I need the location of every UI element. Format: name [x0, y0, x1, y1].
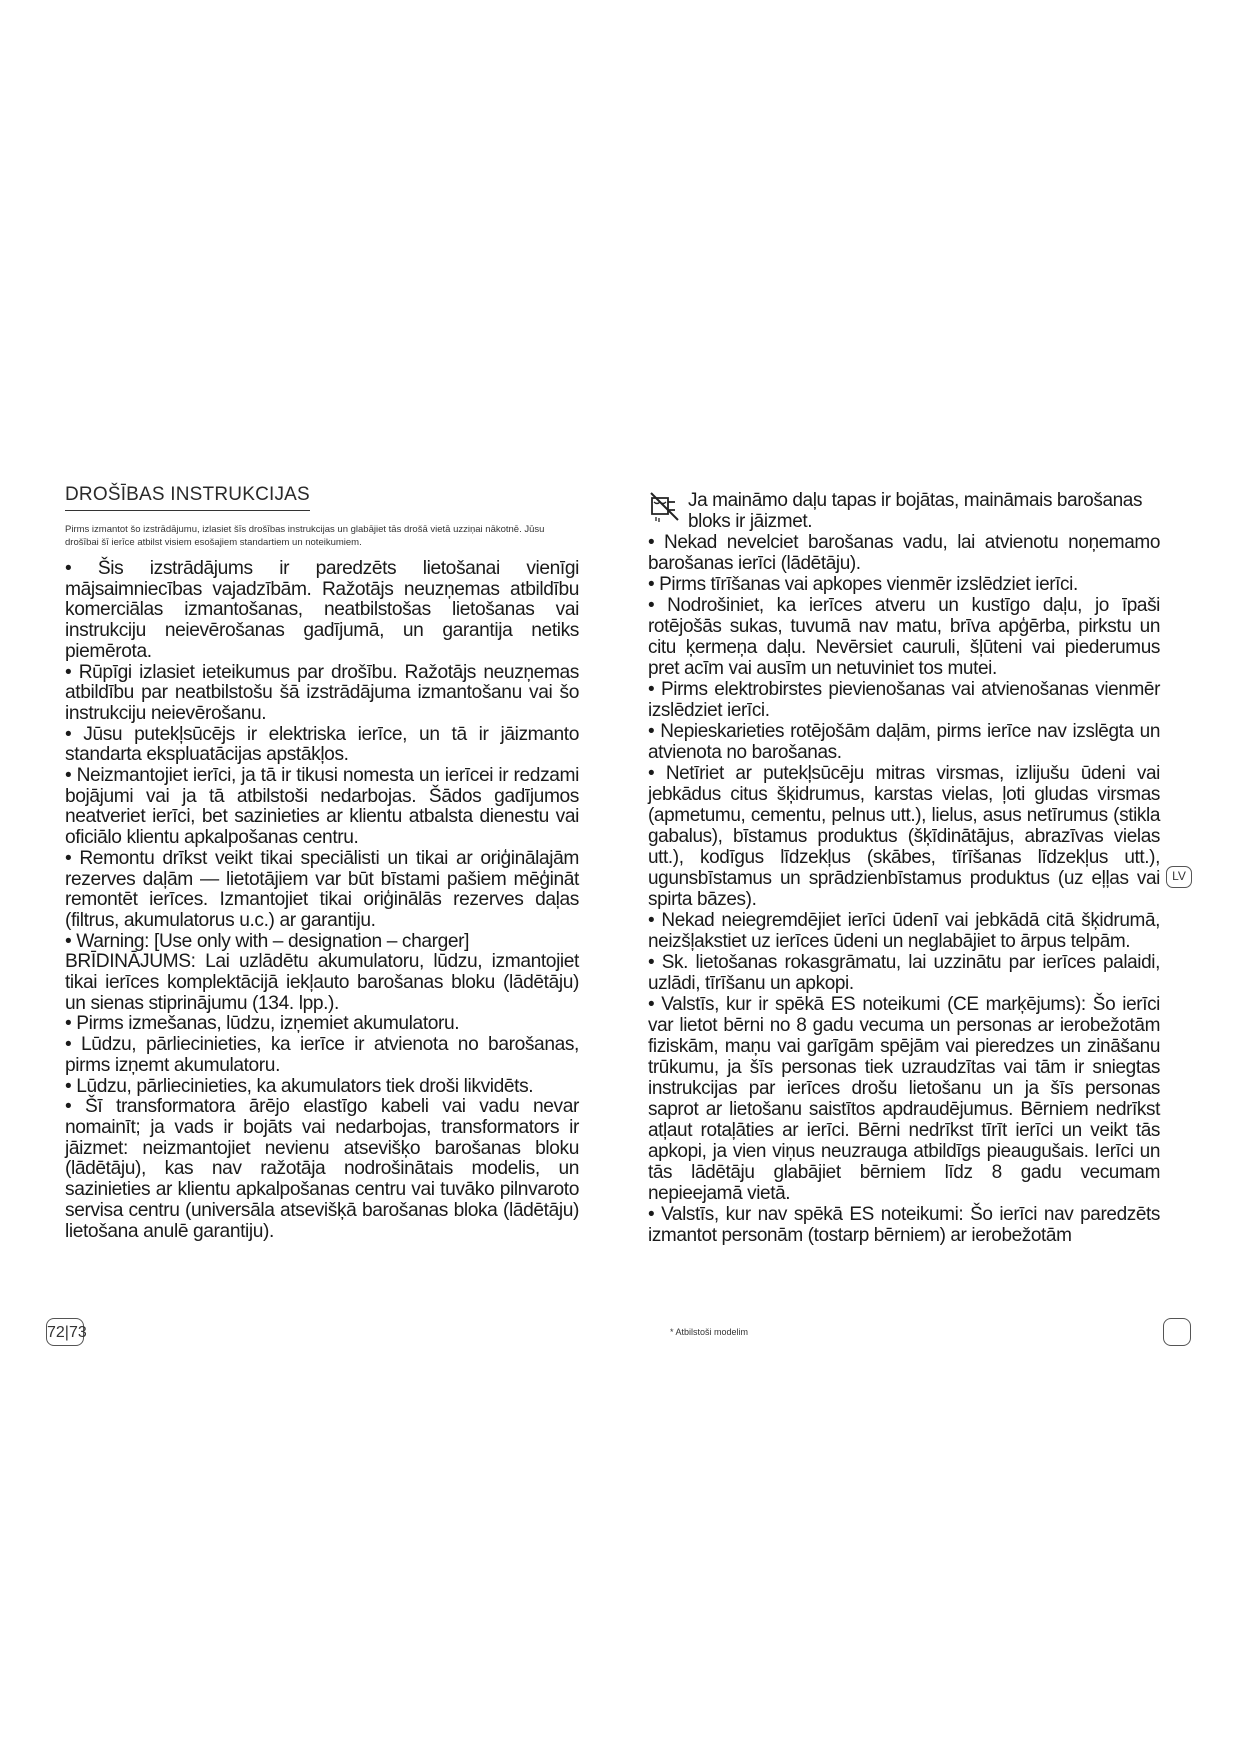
intro-text: Pirms izmantot šo izstrādājumu, izlasiet šīs drošības instrukcijas un glabājiet tās drošā vietā uzziņai nākotnē. Jūsu drošībai šī ierīce atbilst visiem esošajiem standartiem un noteikumiem. [65, 524, 545, 548]
safety-paragraph: • Pirms tīrīšanas vai apkopes vienmēr izslēdziet ierīci. [648, 574, 1078, 595]
safety-paragraph: • Pirms elektrobirstes pievienošanas vai atvienošanas vienmēr izslēdziet ierīci. [648, 679, 1160, 721]
no-water-immersion-icon [648, 490, 682, 524]
safety-paragraph: • Lūdzu, pārliecinieties, ka ierīce ir atvienota no barošanas, pirms izņemt akumulatoru. [65, 1034, 579, 1076]
safety-paragraph: • Valstīs, kur nav spēkā ES noteikumi: Šo ierīci nav paredzēts izmantot personām (tostarp bērniem) ar ierobežotām [648, 1204, 1160, 1246]
page-number-left: 72|73 [46, 1318, 84, 1346]
safety-paragraph: • Nekad nevelciet barošanas vadu, lai atvienotu noņemamo barošanas ierīci (lādētāju). [648, 532, 1160, 574]
safety-paragraph: • Neizmantojiet ierīci, ja tā ir tikusi nomesta un ierīcei ir redzami bojājumi vai ja tā atbilstoši nedarbojas. Šādos gadījumos neatveriet ierīci, bet sazinieties ar klientu atbalsta dienestu vai oficiālo klientu apkalpošanas centru. [65, 765, 579, 849]
warning-row [648, 490, 1160, 532]
safety-paragraph: • Nodrošiniet, ka ierīces atveru un kustīgo daļu, jo īpaši rotējošās sukas, tuvumā nav matu, brīva apģērba, pirkstu un citu ķermeņa daļu. Nevērsiet cauruli, šļūteni vai piederumus pret acīm vai ausīm un netuviniet tos mutei. [648, 595, 1160, 679]
page-number-right [1163, 1318, 1191, 1346]
safety-paragraph: • Jūsu putekļsūcējs ir elektriska ierīce, un tā ir jāizmanto standarta ekspluatācijas apstākļos. [65, 723, 579, 766]
safety-paragraph: • Nekad neiegremdējiet ierīci ūdenī vai jebkādā citā šķidrumā, neizšļakstiet uz ierīces ūdeni un neglabājiet to ārpus telpām. [648, 910, 1160, 952]
safety-paragraph: • Valstīs, kur ir spēkā ES noteikumi (CE marķējums): Šo ierīci var lietot bērni no 8 gadu vecuma un personas ar ierobežotām fiziskām, maņu vai garīgām spējām vai pieredzes un zināšanu trūkumu, ja šīs personas tiek uzraudzītas vai tām ir sniegtas instrukcijas par ierīces drošu lietošanu un ja šīs personas saprot ar lietošanu saistītos apdraudējumus. Bērniem nedrīkst atļaut rotaļāties ar ierīci. Bērni nedrīkst tīrīt ierīci un veikt tās apkopi, ja vien viņus neuzrauga atbildīgs pieaugušais. Ierīci un tās lādētāju glabājiet bērniem līdz 8 gadu vecumam nepieejamā vietā. [648, 994, 1160, 1204]
safety-paragraph: • Pirms izmešanas, lūdzu, izņemiet akumulatoru. [65, 1013, 460, 1035]
safety-paragraph: • Šī transformatora ārējo elastīgo kabeli vai vadu nevar nomainīt; ja vads ir bojāts vai nedarbojas, transformators ir jāizmet: neizmantojiet nevienu atsevišķo barošanas bloku (lādētāju), kas nav ražotāja nodrošinātais modelis, un sazinieties ar klientu apkalpošanas centru vai tuvāko pilnvaroto servisa centru (universāla atsevišķā barošanas bloka (lādētāju) lietošana anulē garantiju). [65, 1096, 579, 1242]
safety-paragraph: • Netīriet ar putekļsūcēju mitras virsmas, izlijušu ūdeni vai jebkādus citus šķidrumus, karstas vielas, ļoti gludas virsmas (apmetumu, cementu, pelnus utt.), lielus, asus netīrumus (stikla gabalus), bīstamus produktus (šķīdinātājus, abrazīvas vielas utt.), kodīgus līdzekļus (skābes, tīrīšanas līdzekļus utt.), ugunsbīstamus un sprādzienbīstamus produktus (uz eļļas vai spirta bāzes). [648, 763, 1160, 910]
safety-paragraph: • Lūdzu, pārliecinieties, ka akumulators tiek droši likvidēts. [65, 1075, 534, 1097]
right-page [648, 490, 1160, 1246]
safety-paragraph: • Sk. lietošanas rokasgrāmatu, lai uzzinātu par ierīces palaidi, uzlādi, tīrīšanu un apkopi. [648, 952, 1160, 994]
left-page [65, 484, 579, 1242]
footnote: * Atbilstoši modelim [670, 1327, 749, 1337]
safety-paragraph: • Šis izstrādājums ir paredzēts lietošanai vienīgi mājsaimniecības vajadzībām. Ražotājs neuzņemas atbildību komerciālas izmantošanas, neatbilstošas lietošanas vai instrukciju neievērošanas gadījumā, un garantija netiks piemērota. [65, 558, 579, 662]
safety-paragraph: • Remontu drīkst veikt tikai speciālisti un tikai ar oriģinālajām rezerves daļām — lietotājiem var būt bīstami pašiem mēģināt remontēt ierīces. Izmantojiet tikai oriģinālās rezerves daļas (filtrus, akumulatorus u.c.) ar garantiju. [65, 847, 579, 931]
page-heading: DROŠĪBAS INSTRUKCIJAS [65, 484, 310, 511]
language-badge: LV [1166, 866, 1192, 888]
safety-paragraph: • Rūpīgi izlasiet ieteikumus par drošību. Ražotājs neuzņemas atbildību par neatbilstošu šā izstrādājuma izmantošanu vai šo instrukciju neievērošanu. [65, 661, 579, 724]
safety-paragraph: • Nepieskarieties rotējošām daļām, pirms ierīce nav izslēgta un atvienota no barošanas. [648, 721, 1160, 763]
warning-paragraph: • Warning: [Use only with – designation – charger] BRĪDINĀJUMS: Lai uzlādētu akumulatoru, lūdzu, izmantojiet tikai ierīces komplektācijā iekļauto barošanas bloku (lādētāju) un sienas stiprinājumu (134. lpp.). [65, 930, 579, 1014]
warning-text: Ja maināmo daļu tapas ir bojātas, maināmais barošanas bloks ir jāizmet. [688, 490, 1143, 532]
